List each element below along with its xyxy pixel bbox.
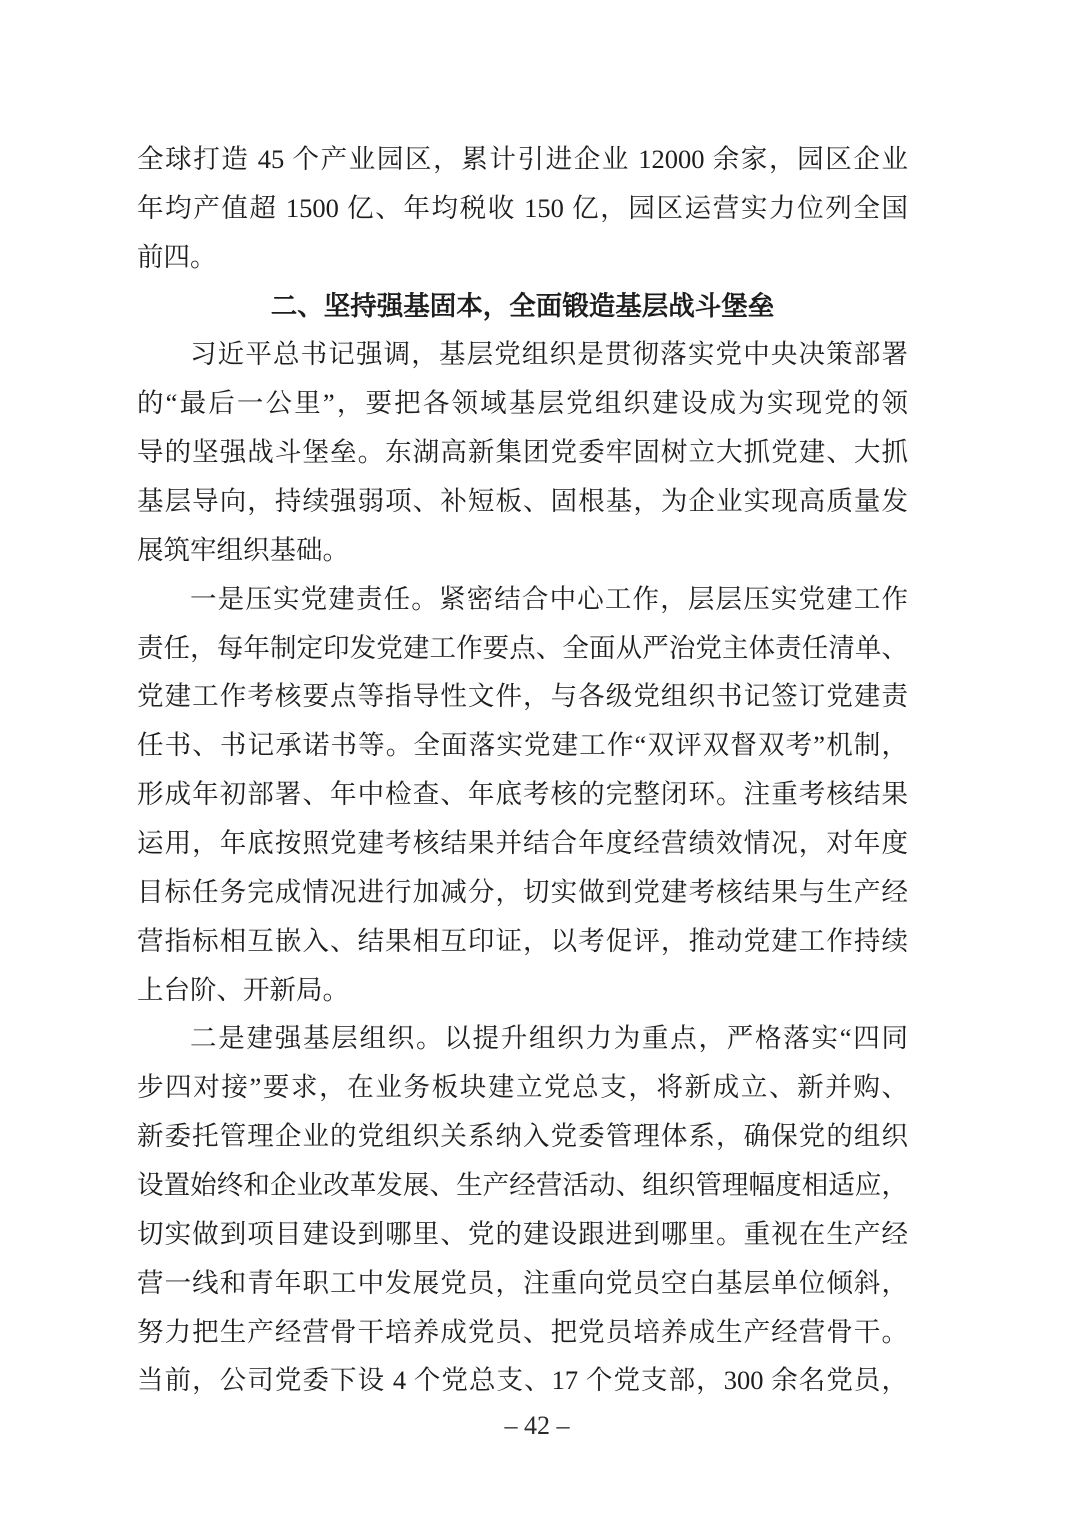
text-line: 步四对接”要求，在业务板块建立党总支，将新成立、新并购、	[137, 1072, 908, 1103]
document-body	[137, 135, 908, 1405]
text-line: 责任，每年制定印发党建工作要点、全面从严治党主体责任清单、	[137, 632, 908, 663]
text-line: 展筑牢组织基础。	[137, 534, 349, 565]
text-line: 习近平总书记强调，基层党组织是贯彻落实党中央决策部署	[190, 339, 908, 370]
text-line: 目标任务完成情况进行加减分，切实做到党建考核结果与生产经	[137, 876, 908, 907]
text-line: 努力把生产经营骨干培养成党员、把党员培养成生产经营骨干。	[137, 1316, 908, 1347]
section-heading: 二、坚持强基固本，全面锻造基层战斗堡垒	[270, 290, 775, 321]
text-line: 当前，公司党委下设 4 个党总支、17 个党支部，300 余名党员，	[137, 1365, 908, 1396]
text-line: 前四。	[137, 241, 217, 272]
text-line: 年均产值超 1500 亿、年均税收 150 亿，园区运营实力位列全国	[137, 192, 908, 223]
text-line: 全球打造 45 个产业园区，累计引进企业 12000 余家，园区企业	[137, 144, 908, 174]
text-line: 新委托管理企业的党组织关系纳入党委管理体系，确保党的组织	[137, 1121, 908, 1152]
text-line: 的“最后一公里”，要把各领域基层党组织建设成为实现党的领	[137, 388, 908, 419]
text-line: 运用，年底按照党建考核结果并结合年度经营绩效情况，对年度	[137, 828, 908, 859]
text-line: 任书、书记承诺书等。全面落实党建工作“双评双督双考”机制，	[137, 730, 908, 761]
text-line: 导的坚强战斗堡垒。东湖高新集团党委牢固树立大抓党建、大抓	[137, 437, 908, 468]
text-line: 形成年初部署、年中检查、年底考核的完整闭环。注重考核结果	[137, 779, 908, 810]
text-line: 一是压实党建责任。紧密结合中心工作，层层压实党建工作	[190, 583, 908, 614]
text-line: 二是建强基层组织。以提升组织力为重点，严格落实“四同	[190, 1023, 908, 1054]
text-line: 营一线和青年职工中发展党员，注重向党员空白基层单位倾斜，	[137, 1267, 908, 1298]
text-line: 上台阶、开新局。	[137, 974, 349, 1005]
text-line: 基层导向，持续强弱项、补短板、固根基，为企业实现高质量发	[137, 486, 908, 517]
text-line: 切实做到项目建设到哪里、党的建设跟进到哪里。重视在生产经	[137, 1218, 908, 1249]
text-line: 设置始终和企业改革发展、生产经营活动、组织管理幅度相适应，	[137, 1170, 908, 1201]
text-line: 党建工作考核要点等指导性文件，与各级党组织书记签订党建责	[137, 681, 908, 712]
text-line: 营指标相互嵌入、结果相互印证，以考促评，推动党建工作持续	[137, 925, 908, 956]
page-number: – 42 –	[504, 1411, 570, 1440]
